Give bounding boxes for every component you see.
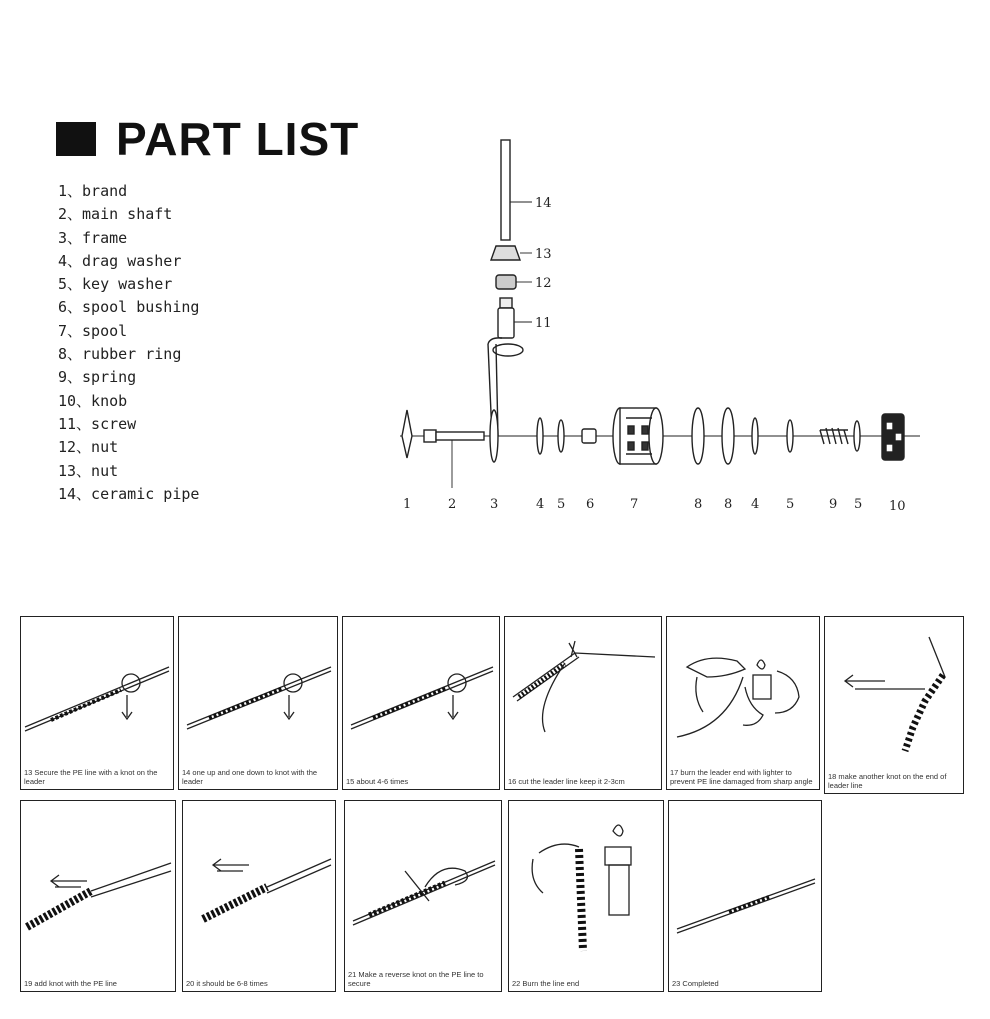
part-number-label: 4 [536, 497, 545, 512]
screw-11-part [498, 308, 514, 338]
part-item: 8、rubber ring [58, 345, 182, 364]
drag-washer-part [537, 418, 543, 454]
part-item: 11、screw [58, 414, 137, 433]
part-item: 10、knob [58, 391, 128, 410]
key-washer-part [787, 420, 793, 452]
part-number-label: 2 [448, 497, 457, 512]
completed-line-icon [669, 801, 823, 961]
part-item: 6、spool bushing [58, 298, 200, 317]
spool-bushing-part [582, 429, 596, 443]
step-panel [178, 616, 338, 790]
rubber-ring-part [692, 408, 704, 464]
part-item: 12、nut [58, 438, 119, 457]
part-item: 5、key washer [58, 275, 173, 294]
step-caption: 21 Make a reverse knot on the PE line to secure [348, 970, 484, 988]
rubber-ring-part [722, 408, 734, 464]
step-caption: 20 it should be 6-8 times [186, 979, 268, 988]
step-panel [666, 616, 820, 790]
part-item: 3、frame [58, 228, 128, 247]
part-number-label: 9 [829, 497, 838, 512]
add-knot-icon [21, 801, 177, 961]
step-caption: 14 one up and one down to knot with the leader [182, 768, 318, 786]
title-text: PART LIST [116, 113, 360, 165]
nut-13-part [491, 246, 520, 260]
knob-part [882, 414, 904, 460]
part-item: 2、main shaft [58, 205, 173, 224]
part-number-label: 8 [694, 497, 703, 512]
callout-label: 14 [535, 196, 552, 211]
cut-leader-icon [505, 617, 663, 767]
part-item: 1、brand [58, 182, 128, 200]
part-item: 4、drag washer [58, 251, 182, 270]
part-number-label: 3 [490, 497, 499, 512]
step-panel [504, 616, 662, 790]
one-up-one-down-icon [179, 617, 339, 767]
part-list [58, 180, 199, 506]
step-panel [20, 800, 176, 992]
step-panel [182, 800, 336, 992]
wrap-times-icon [343, 617, 501, 767]
burn-leader-icon [667, 617, 821, 767]
step-caption: 16 cut the leader line keep it 2-3cm [508, 777, 625, 786]
key-washer-part [854, 421, 860, 451]
step-panel [508, 800, 664, 992]
knot-steps-grid [20, 616, 966, 994]
burn-line-end-icon [509, 801, 665, 961]
reverse-knot-icon [345, 801, 503, 961]
step-caption: 13 Secure the PE line with a knot on the leader [24, 768, 158, 786]
secure-knot-icon [21, 617, 175, 767]
callout-label: 11 [535, 316, 552, 331]
repeat-knot-icon [183, 801, 337, 961]
part-number-label: 10 [889, 499, 906, 514]
part-number-label: 1 [403, 497, 412, 512]
step-panel [344, 800, 502, 992]
screw-11-top [500, 298, 512, 308]
drag-washer-part [752, 418, 758, 454]
step-caption: 19 add knot with the PE line [24, 979, 117, 988]
part-number-label: 6 [586, 497, 595, 512]
part-number-label: 5 [854, 497, 863, 512]
exploded-parts-diagram [380, 130, 940, 530]
title-square-icon [56, 122, 96, 156]
frame-ring [493, 344, 523, 356]
part-item: 14、ceramic pipe [58, 484, 200, 503]
frame-plate-part [490, 410, 498, 462]
part-number-label: 7 [630, 497, 639, 512]
callout-label: 12 [535, 276, 552, 291]
part-number-label: 4 [751, 497, 760, 512]
knot-end-icon [825, 617, 965, 767]
nut-12-part [496, 275, 516, 289]
part-number-label: 8 [724, 497, 733, 512]
step-panel [668, 800, 822, 992]
key-washer-part [558, 420, 564, 452]
step-caption: 23 Completed [672, 979, 719, 988]
callout-label: 13 [535, 247, 552, 262]
part-item: 9、spring [58, 368, 137, 387]
part-number-label: 5 [557, 497, 566, 512]
step-panel [20, 616, 174, 790]
page-title [56, 112, 359, 166]
step-panel [824, 616, 964, 794]
step-panel [342, 616, 500, 790]
brand-part [402, 410, 412, 458]
step-caption: 17 burn the leader end with lighter to prevent PE line damaged from sharp angle [670, 768, 813, 786]
main-shaft-head [424, 430, 436, 442]
step-caption: 15 about 4-6 times [346, 777, 409, 786]
part-number-label: 5 [786, 497, 795, 512]
main-shaft-part [436, 432, 484, 440]
ceramic-pipe-part [501, 140, 510, 240]
spool-part [613, 408, 663, 464]
step-caption: 22 Burn the line end [512, 979, 580, 988]
part-item: 13、nut [58, 461, 119, 480]
part-item: 7、spool [58, 321, 128, 340]
step-caption: 18 make another knot on the end of leader line [828, 772, 947, 790]
